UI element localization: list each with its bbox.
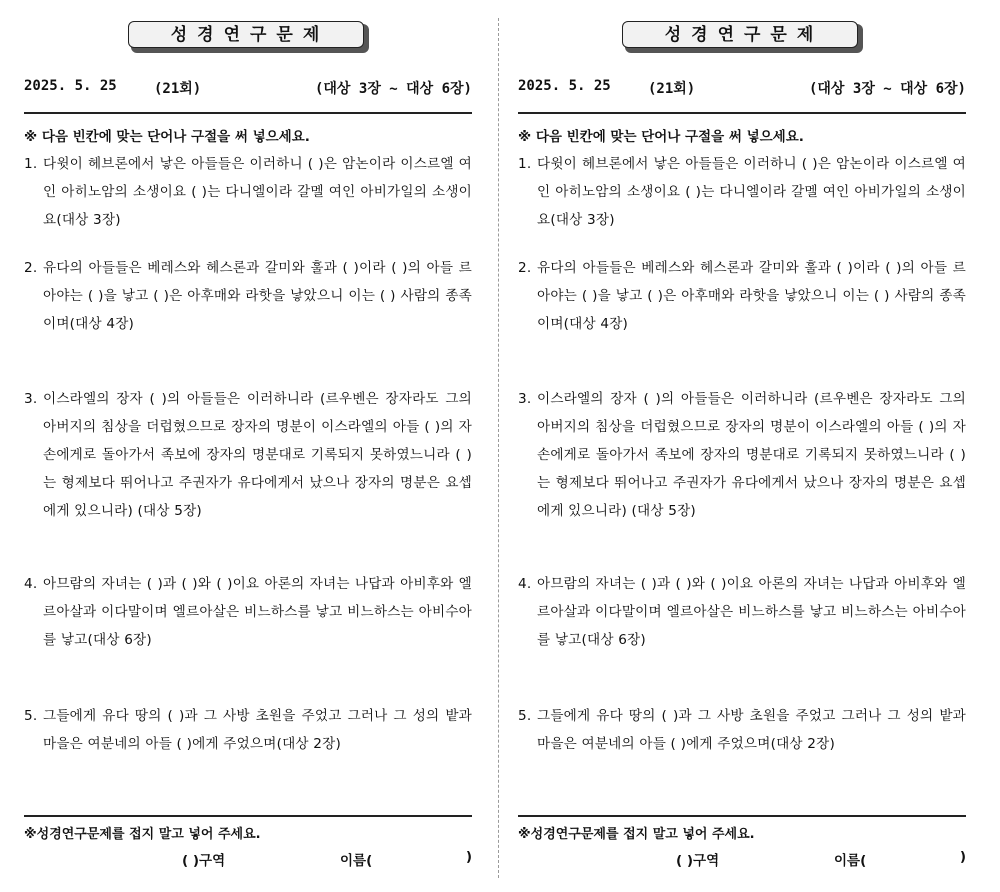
- question-number: 4.: [24, 576, 38, 592]
- district-field: ( )구역: [182, 853, 226, 869]
- question-text: 다윗이 헤브론에서 낳은 아들들은 이러하니 ( )은 암논이라 이스르엘 여인 아히노암의 소생이요 ( )는 다니엘이라 갈멜 여인 아비가일의 소생이요(대상 3장): [43, 156, 472, 228]
- question-number: 1.: [518, 156, 532, 172]
- question-number: 5.: [518, 708, 532, 724]
- question-text: 이스라엘의 장자 ( )의 아들들은 이러하니라 (르우벤은 장자라도 그의 아버지의 침상을 더럽혔으므로 장자의 명분이 이스라엘의 아들 ( )의 자손에게로 돌아가서 족보에 장자의 명분대로 기록되지 못하였느니라 ( )는 형제보다 뛰어나고 주권자가 유다에게서 났으나 장자의 명분은 요셉에게 있으니라) (대상 5장): [43, 391, 472, 519]
- footer-fields: [24, 849, 472, 871]
- footer-note: ※성경연구문제를 접지 말고 넣어 주세요.: [24, 827, 261, 842]
- question-list: [24, 150, 472, 802]
- exam-date: 2025. 5. 25: [518, 78, 611, 94]
- question-text: 아므람의 자녀는 ( )과 ( )와 ( )이요 아론의 자녀는 나답과 아비후와 엘르아살과 이다말이며 엘르아살은 비느하스를 낳고 비느하스는 아비수아를 낳고(대상 6장): [537, 576, 966, 648]
- center-cut-line: [498, 18, 499, 878]
- question-item: [518, 702, 966, 802]
- worksheet-left: [24, 0, 472, 892]
- question-number: 4.: [518, 576, 532, 592]
- exam-round: (21회): [648, 81, 696, 97]
- chapter-range: (대상 3장 ~ 대상 6장): [808, 81, 966, 97]
- worksheet-title: 성경연구문제: [128, 21, 364, 48]
- instruction-text: ※ 다음 빈칸에 맞는 단어나 구절을 써 넣으세요.: [518, 129, 804, 145]
- worksheet-right: [518, 0, 966, 892]
- footer-note: ※성경연구문제를 접지 말고 넣어 주세요.: [518, 827, 755, 842]
- question-item: [24, 385, 472, 570]
- header-rule: [518, 112, 966, 114]
- worksheet-title: 성경연구문제: [622, 21, 858, 48]
- question-number: 3.: [518, 391, 532, 407]
- header-info-row: [24, 78, 472, 102]
- question-item: [518, 150, 966, 254]
- instruction-text: ※ 다음 빈칸에 맞는 단어나 구절을 써 넣으세요.: [24, 129, 310, 145]
- question-item: [518, 254, 966, 385]
- question-list: [518, 150, 966, 802]
- name-field: 이름(: [340, 853, 373, 869]
- name-field-close: ): [959, 849, 966, 865]
- question-text: 그들에게 유다 땅의 ( )과 그 사방 초원을 주었고 그러나 그 성의 밭과 마을은 여분네의 아들 ( )에게 주었으며(대상 2장): [537, 708, 966, 752]
- name-field: 이름(: [834, 853, 867, 869]
- exam-round: (21회): [154, 81, 202, 97]
- question-item: [24, 702, 472, 802]
- question-item: [24, 254, 472, 385]
- footer-rule: [24, 815, 472, 817]
- footer-fields: [518, 849, 966, 871]
- question-number: 2.: [24, 260, 38, 276]
- question-number: 1.: [24, 156, 38, 172]
- question-item: [24, 570, 472, 702]
- question-item: [518, 385, 966, 570]
- question-text: 이스라엘의 장자 ( )의 아들들은 이러하니라 (르우벤은 장자라도 그의 아버지의 침상을 더럽혔으므로 장자의 명분이 이스라엘의 아들 ( )의 자손에게로 돌아가서 족보에 장자의 명분대로 기록되지 못하였느니라 ( )는 형제보다 뛰어나고 주권자가 유다에게서 났으나 장자의 명분은 요셉에게 있으니라) (대상 5장): [537, 391, 966, 519]
- question-number: 2.: [518, 260, 532, 276]
- question-text: 아므람의 자녀는 ( )과 ( )와 ( )이요 아론의 자녀는 나답과 아비후와 엘르아살과 이다말이며 엘르아살은 비느하스를 낳고 비느하스는 아비수아를 낳고(대상 6장): [43, 576, 472, 648]
- name-field-close: ): [465, 849, 472, 865]
- question-item: [518, 570, 966, 702]
- question-number: 5.: [24, 708, 38, 724]
- title-banner: [128, 21, 368, 53]
- question-text: 유다의 아들들은 베레스와 헤스론과 갈미와 훌과 ( )이라 ( )의 아들 르아야는 ( )을 낳고 ( )은 아후매와 라핫을 낳았으니 이는 ( ) 사람의 종족이며(대상 4장): [537, 260, 966, 332]
- footer-rule: [518, 815, 966, 817]
- question-item: [24, 150, 472, 254]
- header-info-row: [518, 78, 966, 102]
- question-text: 다윗이 헤브론에서 낳은 아들들은 이러하니 ( )은 암논이라 이스르엘 여인 아히노암의 소생이요 ( )는 다니엘이라 갈멜 여인 아비가일의 소생이요(대상 3장): [537, 156, 966, 228]
- question-number: 3.: [24, 391, 38, 407]
- header-rule: [24, 112, 472, 114]
- chapter-range: (대상 3장 ~ 대상 6장): [314, 81, 472, 97]
- question-text: 그들에게 유다 땅의 ( )과 그 사방 초원을 주었고 그러나 그 성의 밭과 마을은 여분네의 아들 ( )에게 주었으며(대상 2장): [43, 708, 472, 752]
- district-field: ( )구역: [676, 853, 720, 869]
- question-text: 유다의 아들들은 베레스와 헤스론과 갈미와 훌과 ( )이라 ( )의 아들 르아야는 ( )을 낳고 ( )은 아후매와 라핫을 낳았으니 이는 ( ) 사람의 종족이며(대상 4장): [43, 260, 472, 332]
- exam-date: 2025. 5. 25: [24, 78, 117, 94]
- title-banner: [622, 21, 862, 53]
